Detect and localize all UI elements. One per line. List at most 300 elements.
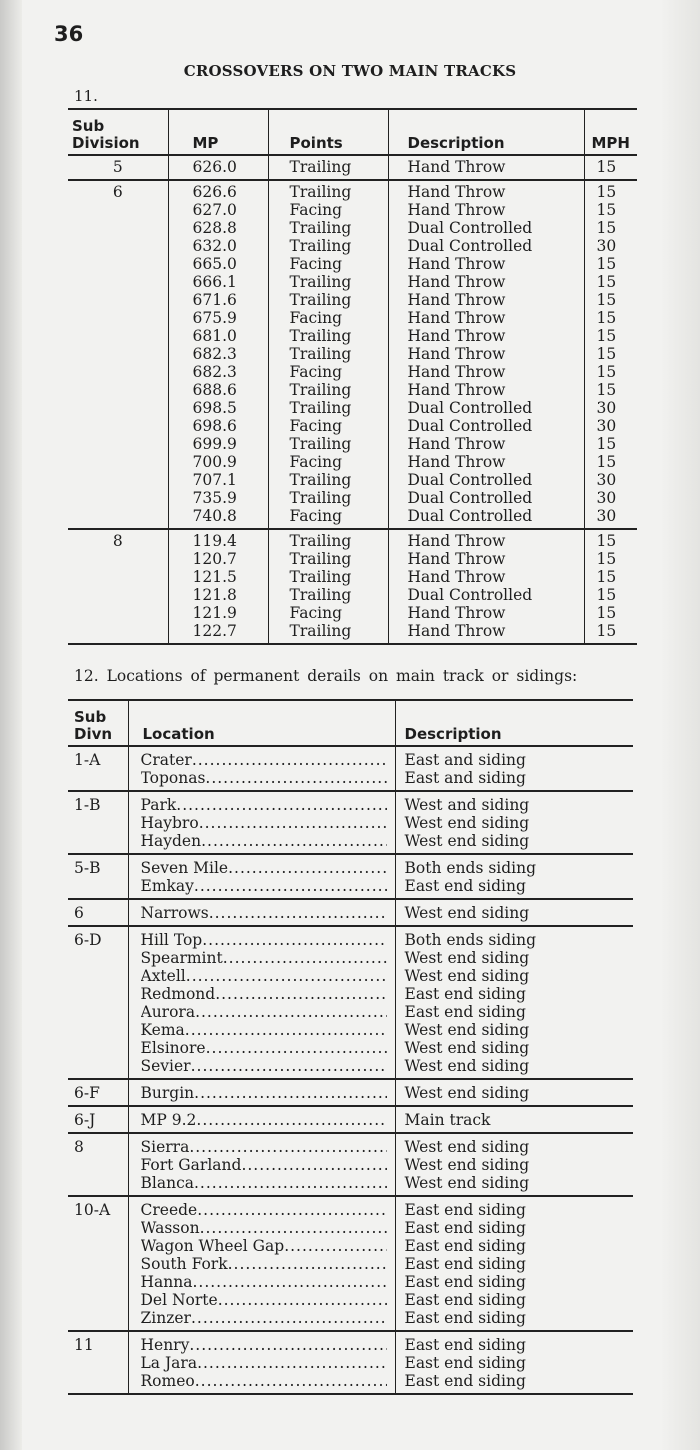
- sub-division-cell: 6: [112, 183, 123, 201]
- location-name: Wagon Wheel Gap: [140, 1237, 285, 1255]
- location-leader: [141, 877, 387, 895]
- sub-divn-cell: [68, 877, 128, 899]
- mp-cell: 122.7: [168, 622, 268, 644]
- sub-division-cell: [68, 399, 168, 417]
- description-cell: Dual Controlled: [388, 219, 584, 237]
- mp-cell: 682.3: [168, 363, 268, 381]
- location-cell: [128, 832, 395, 854]
- table-row: [68, 309, 637, 327]
- location-leader: [141, 1057, 387, 1075]
- sub-divn-cell: [68, 1372, 128, 1394]
- points-cell: Trailing: [268, 471, 388, 489]
- location-name: Creede: [140, 1201, 198, 1219]
- location-leader: [141, 1219, 387, 1237]
- points-cell: Facing: [268, 507, 388, 529]
- points-cell: Trailing: [268, 381, 388, 399]
- mp-cell: 700.9: [168, 453, 268, 471]
- location-name: Zinzer: [140, 1309, 191, 1327]
- sub-divn-cell: 11: [74, 1336, 94, 1354]
- table-row: [68, 381, 637, 399]
- sub-division-cell: [68, 255, 168, 273]
- section-12-heading: 12. Locations of permanent derails on main track or sidings:: [74, 667, 578, 685]
- location-name: Axtell: [140, 967, 186, 985]
- location-leader: [141, 1336, 387, 1354]
- description-cell: East end siding: [395, 1331, 633, 1354]
- location-leader: [141, 1354, 387, 1372]
- location-cell: [128, 746, 395, 769]
- sub-divn-cell: [68, 1174, 128, 1196]
- sub-divn-cell: [68, 1291, 128, 1309]
- points-cell: Trailing: [268, 435, 388, 453]
- table-row: [68, 507, 637, 529]
- sub-division-cell: [68, 435, 168, 453]
- derail-group: [68, 1106, 633, 1133]
- mph-cell: 30: [584, 507, 637, 529]
- mp-cell: 665.0: [168, 255, 268, 273]
- section-11-number: 11.: [74, 87, 98, 105]
- sub-division-cell: [68, 201, 168, 219]
- points-cell: Trailing: [268, 180, 388, 201]
- description-cell: Dual Controlled: [388, 399, 584, 417]
- table-row: [68, 201, 637, 219]
- description-cell: West end siding: [395, 899, 633, 926]
- sub-divn-cell: 6: [74, 904, 84, 922]
- table-row: [68, 1309, 633, 1331]
- description-cell: West end siding: [395, 832, 633, 854]
- mp-cell: 699.9: [168, 435, 268, 453]
- sub-divn-cell: [68, 1039, 128, 1057]
- points-cell: Facing: [268, 309, 388, 327]
- sub-divn-cell: [68, 814, 128, 832]
- table-row: [68, 1003, 633, 1021]
- location-cell: [128, 1309, 395, 1331]
- mph-cell: 15: [584, 550, 637, 568]
- description-cell: Hand Throw: [388, 435, 584, 453]
- derails-header-row: [68, 700, 633, 746]
- table-row: [68, 237, 637, 255]
- header-location: Location: [128, 700, 395, 746]
- table-row: [68, 769, 633, 791]
- header-description: Description: [388, 109, 584, 155]
- mp-cell: 121.5: [168, 568, 268, 586]
- sub-division-cell: [68, 345, 168, 363]
- location-leader: [141, 814, 387, 832]
- header-mph: MPH: [584, 109, 637, 155]
- table-row: [68, 1331, 633, 1354]
- table-row: [68, 1255, 633, 1273]
- location-name: Sevier: [140, 1057, 191, 1075]
- description-cell: Hand Throw: [388, 622, 584, 644]
- description-cell: West end siding: [395, 1057, 633, 1079]
- points-cell: Facing: [268, 363, 388, 381]
- sub-divn-cell: 10-A: [74, 1201, 111, 1219]
- location-name: Narrows: [140, 904, 209, 922]
- description-cell: Dual Controlled: [388, 586, 584, 604]
- location-name: Crater: [140, 751, 192, 769]
- mp-cell: 627.0: [168, 201, 268, 219]
- mp-cell: 698.5: [168, 399, 268, 417]
- table-row: [68, 1354, 633, 1372]
- description-cell: Hand Throw: [388, 529, 584, 550]
- crossovers-table: [68, 108, 637, 645]
- header-mp: MP: [168, 109, 268, 155]
- sub-division-cell: [68, 273, 168, 291]
- table-row: [68, 926, 633, 949]
- points-cell: Trailing: [268, 622, 388, 644]
- mp-cell: 735.9: [168, 489, 268, 507]
- mph-cell: 15: [584, 453, 637, 471]
- points-cell: Trailing: [268, 273, 388, 291]
- description-cell: Both ends siding: [395, 854, 633, 877]
- location-name: Blanca: [140, 1174, 194, 1192]
- mph-cell: 30: [584, 237, 637, 255]
- sub-division-cell: 5: [112, 158, 123, 176]
- description-cell: Dual Controlled: [388, 237, 584, 255]
- table-row: [68, 1057, 633, 1079]
- location-leader: [141, 751, 387, 769]
- sub-division-cell: [68, 453, 168, 471]
- location-name: Park: [140, 796, 177, 814]
- sub-divn-cell: [68, 769, 128, 791]
- table-row: [68, 814, 633, 832]
- sub-divn-cell: [68, 1309, 128, 1331]
- table-row: [68, 155, 637, 180]
- sub-division-cell: [68, 568, 168, 586]
- description-cell: West end siding: [395, 1039, 633, 1057]
- description-cell: East end siding: [395, 1273, 633, 1291]
- points-cell: Trailing: [268, 237, 388, 255]
- sub-division-cell: [68, 309, 168, 327]
- description-cell: West and siding: [395, 791, 633, 814]
- points-cell: Trailing: [268, 586, 388, 604]
- derail-group: [68, 1196, 633, 1331]
- location-leader: [141, 1039, 387, 1057]
- description-cell: East end siding: [395, 1354, 633, 1372]
- mph-cell: 30: [584, 471, 637, 489]
- mp-cell: 681.0: [168, 327, 268, 345]
- table-row: [68, 746, 633, 769]
- table-row: [68, 399, 637, 417]
- description-cell: East end siding: [395, 1003, 633, 1021]
- location-name: Redmond: [140, 985, 216, 1003]
- location-cell: [128, 1273, 395, 1291]
- table-row: [68, 604, 637, 622]
- location-cell: [128, 1196, 395, 1219]
- description-cell: Both ends siding: [395, 926, 633, 949]
- description-cell: West end siding: [395, 1174, 633, 1196]
- sub-division-cell: [68, 622, 168, 644]
- table-row: [68, 1372, 633, 1394]
- table-row: [68, 1219, 633, 1237]
- points-cell: Facing: [268, 255, 388, 273]
- description-cell: East end siding: [395, 1372, 633, 1394]
- location-name: Aurora: [140, 1003, 196, 1021]
- mph-cell: 15: [584, 586, 637, 604]
- location-cell: [128, 1039, 395, 1057]
- mph-cell: 15: [584, 345, 637, 363]
- location-cell: [128, 1133, 395, 1156]
- location-cell: [128, 985, 395, 1003]
- location-leader: [141, 967, 387, 985]
- mp-cell: 740.8: [168, 507, 268, 529]
- table-row: [68, 1174, 633, 1196]
- location-name: Wasson: [140, 1219, 200, 1237]
- description-cell: Hand Throw: [388, 345, 584, 363]
- description-cell: Dual Controlled: [388, 417, 584, 435]
- description-cell: East and siding: [395, 746, 633, 769]
- location-leader: [141, 1201, 387, 1219]
- location-leader: [141, 1237, 387, 1255]
- location-cell: [128, 1237, 395, 1255]
- mph-cell: 15: [584, 363, 637, 381]
- mp-cell: 698.6: [168, 417, 268, 435]
- sub-divn-cell: [68, 1255, 128, 1273]
- mp-cell: 688.6: [168, 381, 268, 399]
- points-cell: Trailing: [268, 291, 388, 309]
- location-leader: [141, 1174, 387, 1192]
- location-cell: [128, 1021, 395, 1039]
- location-leader: [141, 1156, 387, 1174]
- mph-cell: 15: [584, 255, 637, 273]
- sub-division-cell: 8: [112, 532, 123, 550]
- location-cell: [128, 769, 395, 791]
- location-cell: [128, 1372, 395, 1394]
- description-cell: Hand Throw: [388, 604, 584, 622]
- description-cell: West end siding: [395, 1133, 633, 1156]
- table-row: [68, 255, 637, 273]
- mph-cell: 15: [584, 529, 637, 550]
- table-row: [68, 1079, 633, 1106]
- description-cell: West end siding: [395, 1021, 633, 1039]
- location-leader: [141, 904, 387, 922]
- location-cell: [128, 1219, 395, 1237]
- location-cell: [128, 1156, 395, 1174]
- table-row: [68, 1196, 633, 1219]
- sub-division-cell: [68, 586, 168, 604]
- location-name: Hanna: [140, 1273, 193, 1291]
- mph-cell: 15: [584, 291, 637, 309]
- description-cell: West end siding: [395, 1079, 633, 1106]
- table-row: [68, 967, 633, 985]
- description-cell: Hand Throw: [388, 550, 584, 568]
- header-sub-line1: Sub: [72, 117, 105, 135]
- description-cell: West end siding: [395, 949, 633, 967]
- location-cell: [128, 899, 395, 926]
- location-leader: [141, 1021, 387, 1039]
- description-cell: West end siding: [395, 814, 633, 832]
- table-row: [68, 471, 637, 489]
- table-row: [68, 1273, 633, 1291]
- mp-cell: 119.4: [168, 529, 268, 550]
- description-cell: Hand Throw: [388, 201, 584, 219]
- location-leader: [141, 796, 387, 814]
- mp-cell: 707.1: [168, 471, 268, 489]
- sub-divn-cell: [68, 1057, 128, 1079]
- description-cell: Hand Throw: [388, 568, 584, 586]
- location-cell: [128, 1331, 395, 1354]
- description-cell: West end siding: [395, 1156, 633, 1174]
- sub-divn-cell: 1-A: [74, 751, 101, 769]
- location-name: Emkay: [140, 877, 194, 895]
- location-cell: [128, 1003, 395, 1021]
- points-cell: Facing: [268, 417, 388, 435]
- table-row: [68, 180, 637, 201]
- description-cell: East end siding: [395, 985, 633, 1003]
- page-title: CROSSOVERS ON TWO MAIN TRACKS: [183, 62, 517, 80]
- sub-division-cell: [68, 550, 168, 568]
- points-cell: Trailing: [268, 327, 388, 345]
- sub-division-cell: [68, 471, 168, 489]
- location-cell: [128, 949, 395, 967]
- mp-cell: 626.6: [168, 180, 268, 201]
- location-cell: [128, 967, 395, 985]
- location-name: Toponas: [140, 769, 206, 787]
- sub-divn-cell: [68, 949, 128, 967]
- table-row: [68, 1021, 633, 1039]
- header-sub-line2: Division: [72, 134, 140, 152]
- location-leader: [141, 949, 387, 967]
- location-name: Seven Mile: [140, 859, 229, 877]
- derails-table: [68, 699, 633, 1395]
- table-row: [68, 435, 637, 453]
- derail-group: [68, 854, 633, 899]
- sub-division-cell: [68, 489, 168, 507]
- mp-cell: 675.9: [168, 309, 268, 327]
- description-cell: East end siding: [395, 1255, 633, 1273]
- sub-division-cell: [68, 291, 168, 309]
- sub-divn-cell: 5-B: [74, 859, 101, 877]
- location-cell: [128, 854, 395, 877]
- description-cell: Hand Throw: [388, 453, 584, 471]
- points-cell: Trailing: [268, 345, 388, 363]
- header-sub-line2: Divn: [74, 725, 113, 743]
- location-name: Henry: [140, 1336, 190, 1354]
- location-leader: [141, 1003, 387, 1021]
- table-row: [68, 291, 637, 309]
- location-leader: [141, 1309, 387, 1327]
- table-row: [68, 949, 633, 967]
- sub-divn-cell: [68, 832, 128, 854]
- sub-divn-cell: [68, 1273, 128, 1291]
- crossover-group: [68, 529, 637, 644]
- description-cell: Hand Throw: [388, 381, 584, 399]
- location-name: Kema: [140, 1021, 185, 1039]
- derail-group: [68, 926, 633, 1079]
- mph-cell: 15: [584, 309, 637, 327]
- location-name: Sierra: [140, 1138, 190, 1156]
- mph-cell: 15: [584, 435, 637, 453]
- description-cell: East end siding: [395, 1196, 633, 1219]
- table-row: [68, 1237, 633, 1255]
- description-cell: Hand Throw: [388, 155, 584, 180]
- description-cell: Hand Throw: [388, 273, 584, 291]
- table-row: [68, 622, 637, 644]
- table-row: [68, 791, 633, 814]
- location-name: Del Norte: [140, 1291, 218, 1309]
- description-cell: Dual Controlled: [388, 471, 584, 489]
- mp-cell: 682.3: [168, 345, 268, 363]
- mp-cell: 628.8: [168, 219, 268, 237]
- location-name: Burgin: [140, 1084, 195, 1102]
- mph-cell: 30: [584, 489, 637, 507]
- mph-cell: 15: [584, 622, 637, 644]
- description-cell: East end siding: [395, 1237, 633, 1255]
- description-cell: Main track: [395, 1106, 633, 1133]
- description-cell: East and siding: [395, 769, 633, 791]
- table-row: [68, 586, 637, 604]
- location-cell: [128, 877, 395, 899]
- mp-cell: 671.6: [168, 291, 268, 309]
- header-points: Points: [268, 109, 388, 155]
- table-row: [68, 327, 637, 345]
- location-cell: [128, 1079, 395, 1106]
- table-row: [68, 550, 637, 568]
- sub-division-cell: [68, 327, 168, 345]
- table-row: [68, 1156, 633, 1174]
- mph-cell: 15: [584, 273, 637, 291]
- table-row: [68, 489, 637, 507]
- table-row: [68, 832, 633, 854]
- sub-divn-cell: [68, 967, 128, 985]
- location-cell: [128, 1255, 395, 1273]
- location-cell: [128, 1291, 395, 1309]
- sub-division-cell: [68, 507, 168, 529]
- description-cell: Hand Throw: [388, 363, 584, 381]
- location-leader: [141, 931, 387, 949]
- derail-group: [68, 1133, 633, 1196]
- description-cell: Hand Throw: [388, 309, 584, 327]
- table-row: [68, 345, 637, 363]
- sub-division-cell: [68, 237, 168, 255]
- description-cell: Dual Controlled: [388, 489, 584, 507]
- mp-cell: 120.7: [168, 550, 268, 568]
- crossover-group: [68, 155, 637, 180]
- location-name: Hill Top: [140, 931, 203, 949]
- crossover-group: [68, 180, 637, 529]
- location-cell: [128, 1106, 395, 1133]
- sub-divn-cell: 6-F: [74, 1084, 100, 1102]
- points-cell: Trailing: [268, 489, 388, 507]
- mph-cell: 15: [584, 201, 637, 219]
- page-number: 36: [54, 22, 84, 46]
- table-row: [68, 219, 637, 237]
- header-sub-divn: [68, 700, 128, 746]
- location-cell: [128, 791, 395, 814]
- description-cell: Hand Throw: [388, 291, 584, 309]
- location-cell: [128, 1174, 395, 1196]
- points-cell: Trailing: [268, 568, 388, 586]
- mph-cell: 15: [584, 219, 637, 237]
- location-name: Romeo: [140, 1372, 195, 1390]
- derail-group: [68, 1331, 633, 1394]
- sub-divn-cell: 6-J: [74, 1111, 96, 1129]
- mph-cell: 15: [584, 327, 637, 345]
- location-name: Hayden: [140, 832, 202, 850]
- description-cell: Hand Throw: [388, 327, 584, 345]
- sub-divn-cell: [68, 1003, 128, 1021]
- derail-group: [68, 746, 633, 791]
- location-leader: [141, 1084, 387, 1102]
- mph-cell: 15: [584, 180, 637, 201]
- description-cell: East end siding: [395, 1309, 633, 1331]
- location-leader: [141, 1273, 387, 1291]
- description-cell: Hand Throw: [388, 180, 584, 201]
- location-leader: [141, 769, 387, 787]
- location-name: Elsinore: [140, 1039, 206, 1057]
- location-leader: [141, 1255, 387, 1273]
- mph-cell: 15: [584, 155, 637, 180]
- sub-division-cell: [68, 417, 168, 435]
